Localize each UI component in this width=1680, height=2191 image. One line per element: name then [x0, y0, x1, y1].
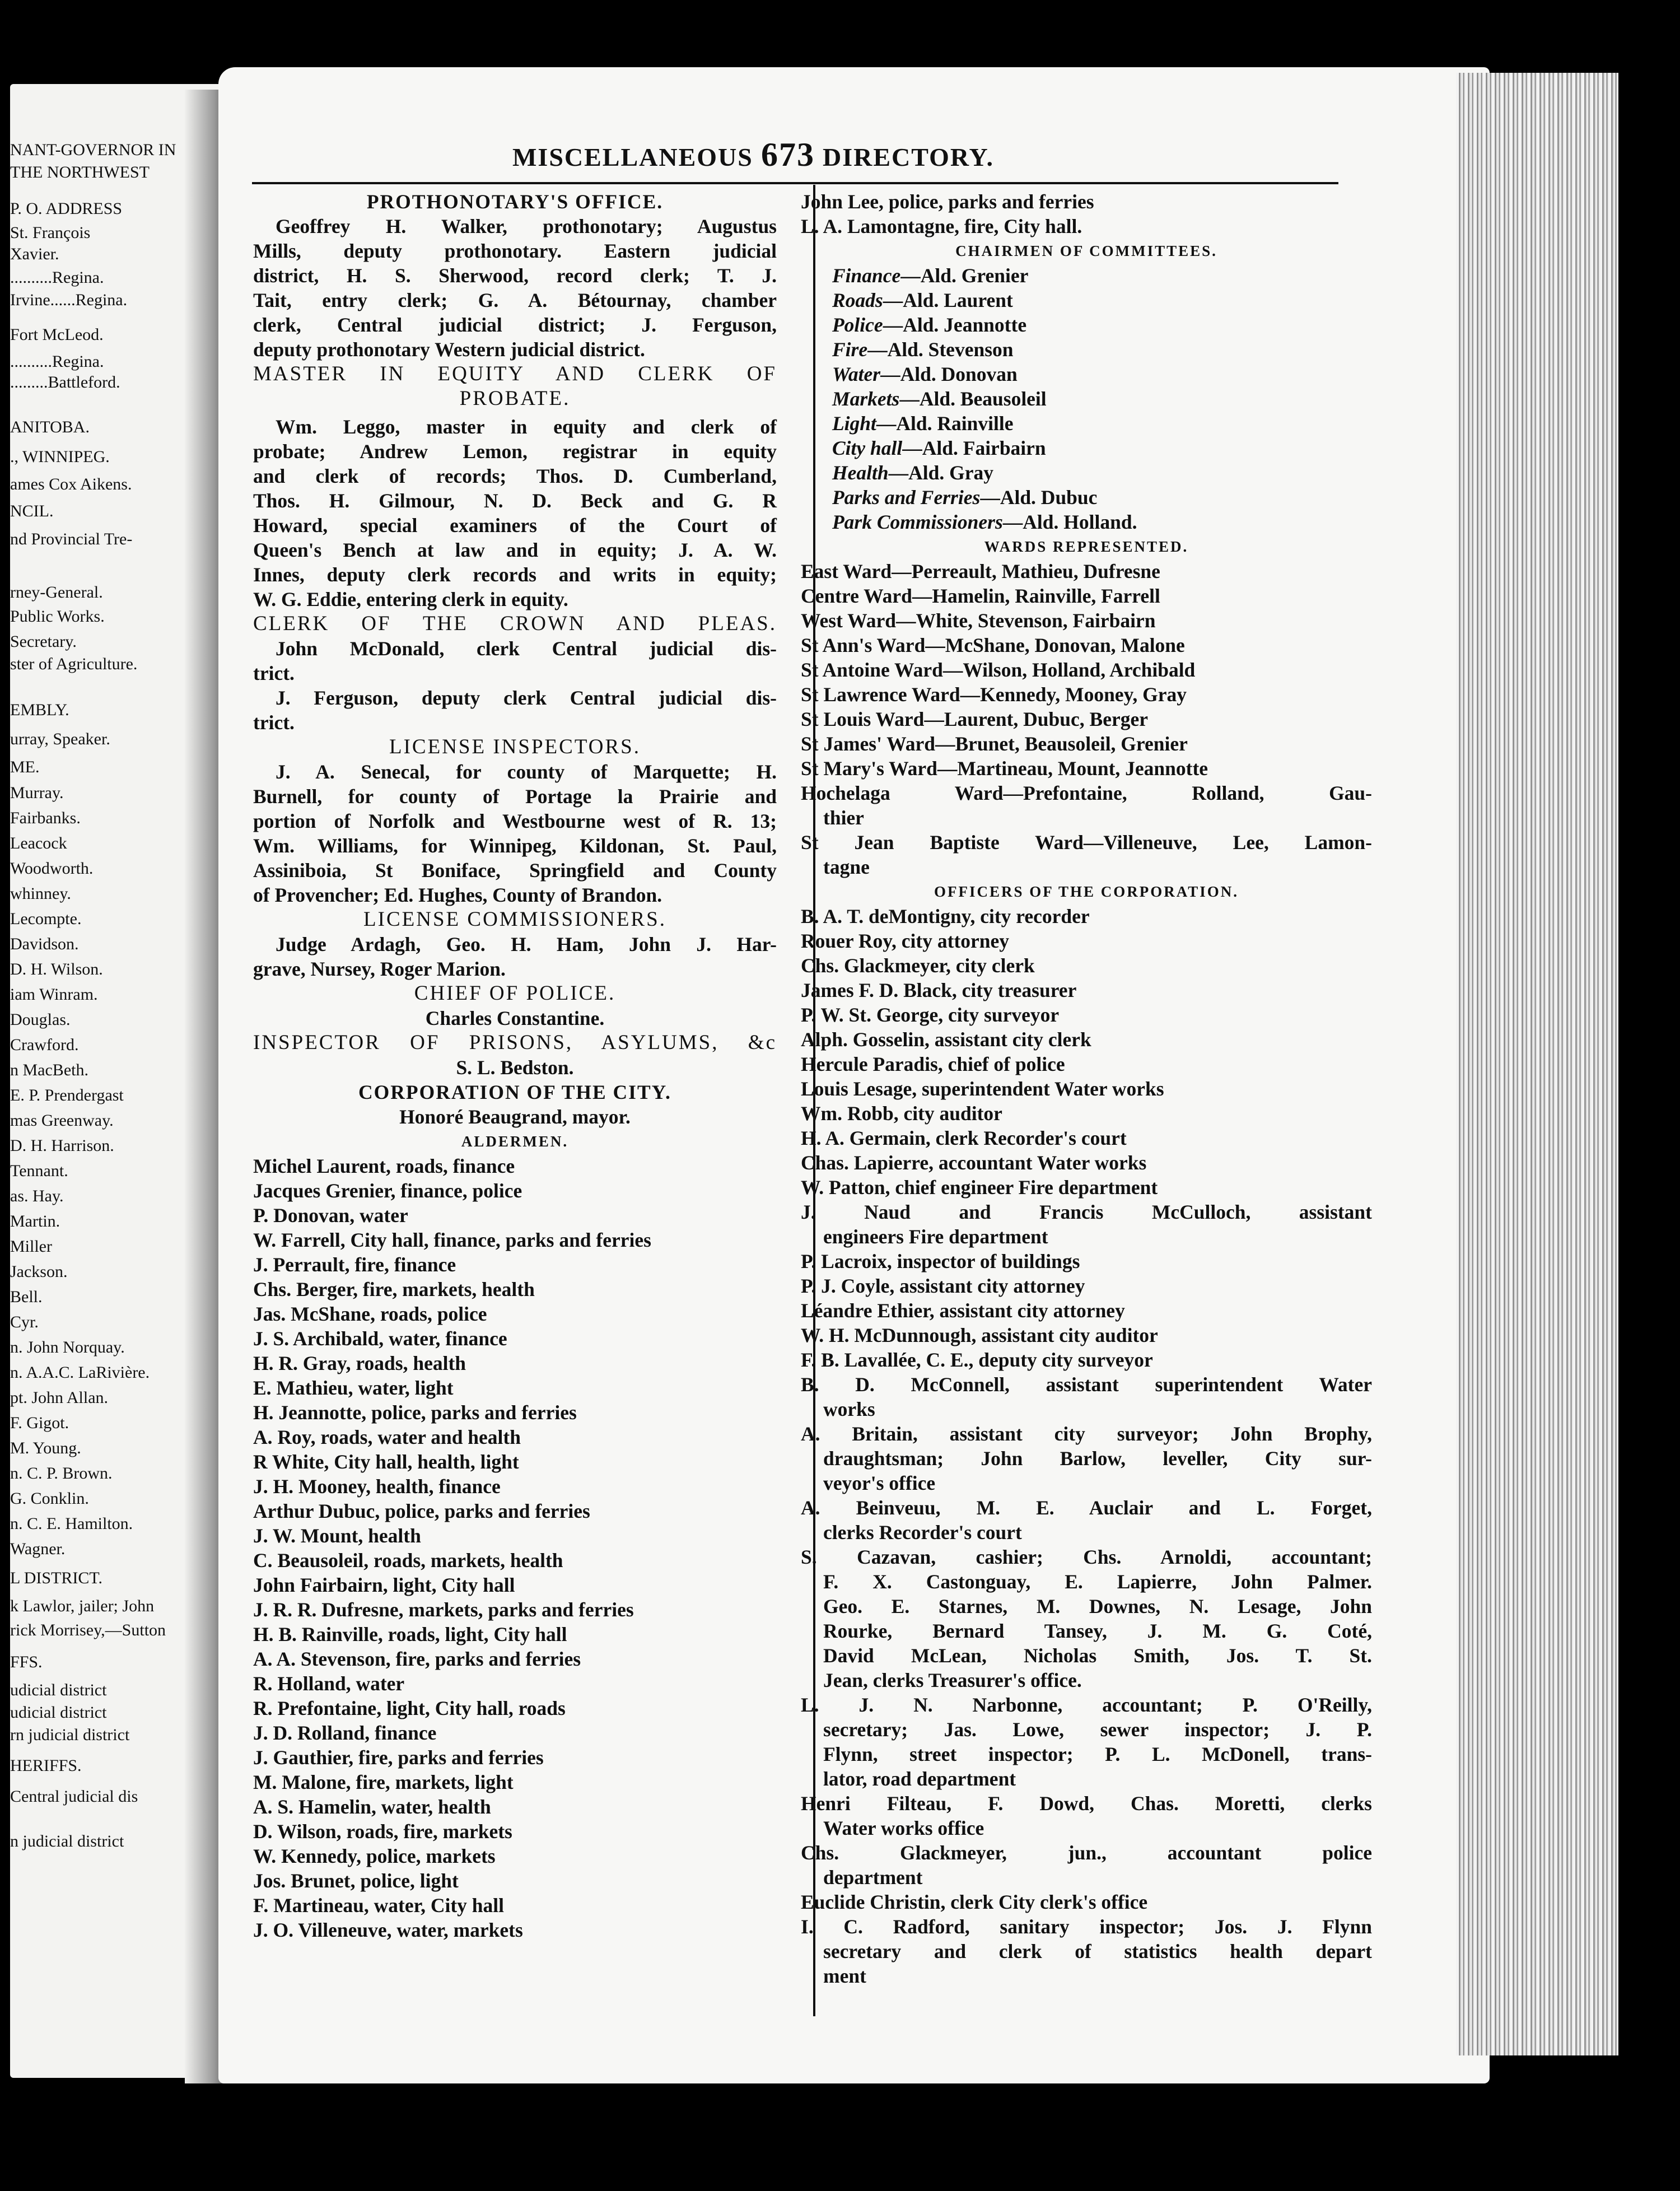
col1-line: H. Jeannotte, police, parks and ferries: [253, 1401, 577, 1424]
col2-line: L. A. Lamontagne, fire, City hall.: [801, 215, 1082, 237]
col2-line: draughtsman; John Barlow, leveller, City sur-: [823, 1447, 1372, 1470]
col1-line: INSPECTOR OF PRISONS, ASYLUMS, &c: [253, 1031, 777, 1054]
col1-line: Charles Constantine.: [425, 1007, 605, 1029]
facing-page-line: ster of Agriculture.: [10, 655, 138, 673]
col1-line: R. Prefontaine, light, City hall, roads: [253, 1697, 566, 1719]
facing-page-line: n judicial district: [10, 1832, 124, 1850]
col1-line: Tait, entry clerk; G. A. Bétournay, chamber: [253, 289, 777, 311]
col1-line: H. B. Rainville, roads, light, City hall: [253, 1623, 567, 1645]
col2-line: Henri Filteau, F. Dowd, Chas. Moretti, clerks: [801, 1792, 1372, 1815]
facing-page-line: ames Cox Aikens.: [10, 475, 132, 493]
col1-line: F. Martineau, water, City hall: [253, 1894, 504, 1917]
col1-line: and clerk of records; Thos. D. Cumberland,: [253, 465, 777, 487]
col1-line: district, H. S. Sherwood, record clerk; T. J.: [253, 264, 777, 287]
col1-line: CORPORATION OF THE CITY.: [358, 1081, 671, 1103]
col2-line: Chas. Lapierre, accountant Water works: [801, 1152, 1147, 1174]
col1-line: Wm. Williams, for Winnipeg, Kildonan, St. Paul,: [253, 835, 777, 857]
facing-page-line: Central judicial dis: [10, 1787, 138, 1806]
col1-line: D. Wilson, roads, fire, markets: [253, 1820, 512, 1843]
facing-page-line: NANT-GOVERNOR IN: [10, 141, 176, 159]
facing-page-line: Cyr.: [10, 1313, 39, 1331]
facing-page-line: n. John Norquay.: [10, 1338, 125, 1356]
facing-page-line: n. A.A.C. LaRivière.: [10, 1363, 150, 1382]
col1-line: J. A. Senecal, for county of Marquette; H.: [276, 761, 777, 783]
col1-line: Queen's Bench at law and in equity; J. A. W.: [253, 539, 777, 561]
col1-line: clerk, Central judicial district; J. Ferguson,: [253, 314, 777, 336]
col1-line: Jacques Grenier, finance, police: [253, 1180, 522, 1202]
col1-line: Howard, special examiners of the Court of: [253, 514, 777, 537]
col2-line: secretary; Jas. Lowe, sewer inspector; J. P.: [823, 1718, 1372, 1741]
col1-line: probate; Andrew Lemon, registrar in equity: [253, 440, 777, 463]
col1-line: Arthur Dubuc, police, parks and ferries: [253, 1500, 590, 1522]
facing-page-line: Douglas.: [10, 1010, 71, 1029]
facing-page-line: nd Provincial Tre-: [10, 530, 133, 548]
col1-line: trict.: [253, 662, 295, 684]
col1-line: J. W. Mount, health: [253, 1525, 421, 1547]
facing-page-line: M. Young.: [10, 1439, 81, 1457]
committee-name: Police: [832, 314, 883, 336]
col2-line: Wm. Robb, city auditor: [801, 1102, 1002, 1125]
col1-line: LICENSE COMMISSIONERS.: [363, 908, 666, 931]
facing-page-line: rney-General.: [10, 583, 103, 602]
header-rule: [252, 182, 1338, 184]
col1-line: Honoré Beaugrand, mayor.: [399, 1106, 631, 1128]
col2-line: lator, road department: [823, 1768, 1016, 1790]
facing-page-line: St. François: [10, 223, 91, 242]
col2-line: Chs. Glackmeyer, city clerk: [801, 954, 1035, 977]
facing-page-line: rn judicial district: [10, 1726, 130, 1744]
col1-line: A. Roy, roads, water and health: [253, 1426, 521, 1448]
col1-line: H. R. Gray, roads, health: [253, 1352, 466, 1374]
page-number: 673: [760, 136, 815, 173]
facing-page-line: ., WINNIPEG.: [10, 447, 110, 466]
col2-line: J. Naud and Francis McCulloch, assistant: [801, 1201, 1372, 1223]
page-edges: [1456, 73, 1618, 2055]
col2-line: West Ward—White, Stevenson, Fairbairn: [801, 609, 1156, 632]
col2-line: St Lawrence Ward—Kennedy, Mooney, Gray: [801, 683, 1187, 706]
col1-line: LICENSE INSPECTORS.: [389, 735, 641, 758]
col2-line: OFFICERS OF THE CORPORATION.: [934, 883, 1239, 900]
committee-name: Fire: [832, 338, 868, 361]
col1-line: CHIEF OF POLICE.: [414, 982, 616, 1005]
column-right: [801, 189, 1372, 1988]
col1-line: John McDonald, clerk Central judicial dis-: [276, 637, 777, 660]
facing-page-line: Leacock: [10, 834, 67, 852]
facing-page-line: pt. John Allan.: [10, 1388, 109, 1407]
facing-page-line: NCIL.: [10, 502, 54, 520]
running-head: [512, 136, 994, 174]
committee-name: Markets: [832, 388, 900, 410]
col2-line: Markets—Ald. Beausoleil: [832, 388, 1047, 410]
col1-line: Chs. Berger, fire, markets, health: [253, 1278, 535, 1300]
facing-page-line: F. Gigot.: [10, 1414, 69, 1432]
facing-page-line: urray, Speaker.: [10, 730, 110, 748]
facing-page-line: rick Morrisey,—Sutton: [10, 1621, 166, 1639]
col2-line: F. X. Castonguay, E. Lapierre, John Palmer.: [823, 1570, 1372, 1593]
facing-page-line: D. H. Harrison.: [10, 1136, 114, 1155]
col1-line: J. O. Villeneuve, water, markets: [253, 1919, 523, 1941]
col2-line: East Ward—Perreault, Mathieu, Dufresne: [801, 560, 1160, 582]
facing-page-line: Fairbanks.: [10, 809, 81, 827]
col2-line: WARDS REPRESENTED.: [984, 538, 1189, 555]
col2-line: Hochelaga Ward—Prefontaine, Rolland, Gau-: [801, 782, 1372, 804]
col2-line: B. D. McConnell, assistant superintendent Water: [801, 1373, 1372, 1396]
facing-page-line: Miller: [10, 1237, 52, 1256]
facing-page-line: EMBLY.: [10, 701, 69, 719]
facing-page-line: Fort McLeod.: [10, 325, 104, 344]
facing-page-line: mas Greenway.: [10, 1111, 114, 1130]
facing-page-line: P. O. ADDRESS: [10, 199, 123, 218]
col2-line: Water works office: [823, 1817, 984, 1839]
col2-line: Flynn, street inspector; P. L. McDonell, trans-: [823, 1743, 1372, 1765]
col2-line: Roads—Ald. Laurent: [832, 289, 1013, 311]
facing-page-line: n MacBeth.: [10, 1061, 88, 1079]
col2-line: L. J. N. Narbonne, accountant; P. O'Reilly,: [801, 1694, 1372, 1716]
col2-line: Chs. Glackmeyer, jun., accountant police: [801, 1842, 1372, 1864]
col2-line: St Ann's Ward—McShane, Donovan, Malone: [801, 634, 1185, 656]
col1-line: J. Perrault, fire, finance: [253, 1253, 456, 1276]
col2-line: I. C. Radford, sanitary inspector; Jos. J. Flynn: [801, 1915, 1372, 1938]
col1-line: PROTHONOTARY'S OFFICE.: [366, 190, 664, 213]
facing-page-line: D. H. Wilson.: [10, 960, 103, 978]
facing-page-line: Wagner.: [10, 1540, 66, 1558]
col2-line: Parks and Ferries—Ald. Dubuc: [832, 486, 1098, 509]
col2-line: Léandre Ethier, assistant city attorney: [801, 1299, 1125, 1322]
col1-line: of Provencher; Ed. Hughes, County of Brandon.: [253, 884, 662, 906]
col2-line: department: [823, 1866, 923, 1889]
col2-line: A. Beinveuu, M. E. Auclair and L. Forget,: [801, 1497, 1372, 1519]
col2-line: W. H. McDunnough, assistant city auditor: [801, 1324, 1158, 1346]
col1-line: Jos. Brunet, police, light: [253, 1870, 459, 1892]
facing-page-line: Tennant.: [10, 1162, 68, 1180]
col2-line: City hall—Ald. Fairbairn: [832, 437, 1046, 459]
col2-line: Water—Ald. Donovan: [832, 363, 1018, 385]
col1-line: ALDERMEN.: [461, 1133, 569, 1150]
col1-line: PROBATE.: [459, 387, 571, 410]
col1-line: J. H. Mooney, health, finance: [253, 1475, 501, 1498]
facing-page-line: ME.: [10, 758, 40, 776]
col2-line: Light—Ald. Rainville: [832, 412, 1014, 435]
col2-line: ment: [823, 1965, 866, 1987]
col1-line: Geoffrey H. Walker, prothonotary; Augustus: [276, 215, 777, 237]
col1-line: portion of Norfolk and Westbourne west of R. 13;: [253, 810, 777, 832]
facing-page-line: Irvine......Regina.: [10, 291, 128, 309]
running-head-right: DIRECTORY.: [823, 143, 994, 171]
col1-line: R. Holland, water: [253, 1672, 405, 1695]
committee-name: Health: [832, 461, 889, 484]
col1-line: deputy prothonotary Western judicial district.: [253, 338, 645, 361]
facing-page-line: .........Battleford.: [10, 373, 120, 391]
col2-line: S. Cazavan, cashier; Chs. Arnoldi, accountant;: [801, 1546, 1372, 1568]
col2-line: St Louis Ward—Laurent, Dubuc, Berger: [801, 708, 1149, 730]
col1-line: J. Gauthier, fire, parks and ferries: [253, 1746, 544, 1769]
facing-page-line: k Lawlor, jailer; John: [10, 1597, 155, 1615]
col1-line: Wm. Leggo, master in equity and clerk of: [276, 416, 777, 438]
col2-line: thier: [823, 807, 864, 829]
col1-line: J. Ferguson, deputy clerk Central judicial dis-: [276, 687, 777, 709]
col2-line: Centre Ward—Hamelin, Rainville, Farrell: [801, 585, 1160, 607]
col2-line: Jean, clerks Treasurer's office.: [823, 1669, 1082, 1691]
facing-page-line: n. C. E. Hamilton.: [10, 1514, 133, 1533]
col1-line: R White, City hall, health, light: [253, 1451, 519, 1473]
col1-line: J. D. Rolland, finance: [253, 1722, 437, 1744]
col2-line: P. J. Coyle, assistant city attorney: [801, 1275, 1085, 1297]
col1-line: Thos. H. Gilmour, N. D. Beck and G. R: [253, 490, 777, 512]
facing-page-line: Woodworth.: [10, 859, 94, 878]
col2-line: Alph. Gosselin, assistant city clerk: [801, 1028, 1091, 1051]
col1-line: Innes, deputy clerk records and writs in equity;: [253, 563, 777, 586]
col1-line: S. L. Bedston.: [456, 1056, 574, 1079]
committee-name: Water: [832, 363, 881, 385]
col2-line: A. Britain, assistant city surveyor; John Brophy,: [801, 1423, 1372, 1445]
col2-line: Fire—Ald. Stevenson: [832, 338, 1014, 361]
col2-line: engineers Fire department: [823, 1225, 1048, 1248]
col2-line: B. A. T. deMontigny, city recorder: [801, 905, 1090, 927]
col2-line: Louis Lesage, superintendent Water works: [801, 1078, 1164, 1100]
col2-line: James F. D. Black, city treasurer: [801, 979, 1077, 1001]
col2-line: David McLean, Nicholas Smith, Jos. T. St.: [823, 1644, 1372, 1667]
col2-line: Euclide Christin, clerk City clerk's office: [801, 1891, 1148, 1913]
facing-page-line: HERIFFS.: [10, 1756, 82, 1775]
facing-page-line: Bell.: [10, 1288, 43, 1306]
facing-page-line: ..........Regina.: [10, 268, 104, 287]
facing-page-line: E. P. Prendergast: [10, 1086, 124, 1104]
col1-line: John Fairbairn, light, City hall: [253, 1574, 515, 1596]
facing-page-line: Davidson.: [10, 935, 79, 953]
col1-line: Michel Laurent, roads, finance: [253, 1155, 515, 1177]
col1-line: W. Kennedy, police, markets: [253, 1845, 496, 1867]
col1-line: P. Donovan, water: [253, 1204, 408, 1227]
col1-line: grave, Nursey, Roger Marion.: [253, 958, 506, 980]
col1-line: W. Farrell, City hall, finance, parks and ferries: [253, 1229, 651, 1251]
facing-page-line: Secretary.: [10, 632, 77, 651]
col2-line: H. A. Germain, clerk Recorder's court: [801, 1127, 1127, 1149]
col2-line: Hercule Paradis, chief of police: [801, 1053, 1065, 1075]
col1-line: C. Beausoleil, roads, markets, health: [253, 1549, 563, 1572]
col2-line: Finance—Ald. Grenier: [832, 264, 1029, 287]
facing-page-line: udicial district: [10, 1703, 107, 1722]
col2-line: P. W. St. George, city surveyor: [801, 1004, 1060, 1026]
col2-line: Rouer Roy, city attorney: [801, 930, 1010, 952]
facing-page-line: Jackson.: [10, 1262, 68, 1281]
facing-page-line: Crawford.: [10, 1036, 79, 1054]
col1-line: Mills, deputy prothonotary. Eastern judicial: [253, 240, 777, 262]
facing-page-line: Martin.: [10, 1212, 60, 1230]
col2-line: works: [823, 1398, 875, 1420]
running-head-left: MISCELLANEOUS: [512, 143, 753, 171]
facing-page-line: Xavier.: [10, 245, 59, 263]
col2-line: St Antoine Ward—Wilson, Holland, Archibald: [801, 659, 1196, 681]
col1-line: M. Malone, fire, markets, light: [253, 1771, 514, 1793]
facing-page-line: as. Hay.: [10, 1187, 64, 1205]
facing-page-line: L DISTRICT.: [10, 1569, 102, 1587]
col2-line: St James' Ward—Brunet, Beausoleil, Grenier: [801, 733, 1188, 755]
col2-line: F. B. Lavallée, C. E., deputy city surveyor: [801, 1349, 1153, 1371]
col1-line: A. A. Stevenson, fire, parks and ferries: [253, 1648, 581, 1670]
committee-name: Roads: [832, 289, 883, 311]
col2-line: tagne: [823, 856, 870, 878]
col2-line: Police—Ald. Jeannotte: [832, 314, 1027, 336]
col2-line: secretary and clerk of statistics health depart: [823, 1940, 1372, 1962]
col1-line: A. S. Hamelin, water, health: [253, 1796, 491, 1818]
facing-page-line: n. C. P. Brown.: [10, 1464, 113, 1483]
col1-line: W. G. Eddie, entering clerk in equity.: [253, 588, 568, 610]
col2-line: P. Lacroix, inspector of buildings: [801, 1250, 1080, 1272]
col2-line: CHAIRMEN OF COMMITTEES.: [955, 243, 1217, 259]
committee-name: Finance: [832, 264, 901, 287]
col2-line: Health—Ald. Gray: [832, 461, 993, 484]
facing-page-line: Murray.: [10, 784, 64, 802]
col1-line: CLERK OF THE CROWN AND PLEAS.: [253, 612, 777, 635]
facing-page-line: iam Winram.: [10, 985, 98, 1004]
facing-page-line: FFS.: [10, 1653, 43, 1671]
col2-line: veyor's office: [823, 1472, 936, 1494]
facing-page-line: udicial district: [10, 1681, 107, 1699]
facing-page-line: Lecompte.: [10, 910, 82, 928]
col1-line: MASTER IN EQUITY AND CLERK OF: [253, 362, 777, 385]
facing-page-line: whinney.: [10, 884, 71, 903]
facing-page-line: G. Conklin.: [10, 1489, 89, 1508]
col1-line: E. Mathieu, water, light: [253, 1377, 454, 1399]
col1-line: trict.: [253, 711, 295, 734]
col2-line: Rourke, Bernard Tansey, J. M. G. Coté,: [823, 1620, 1372, 1642]
col2-line: St Jean Baptiste Ward—Villeneuve, Lee, Lamon-: [801, 831, 1372, 854]
col1-line: Burnell, for county of Portage la Prairie and: [253, 785, 777, 808]
col2-line: John Lee, police, parks and ferries: [801, 190, 1094, 213]
facing-page-line: THE NORTHWEST: [10, 163, 150, 181]
committee-name: Park Commissioners: [832, 511, 1003, 533]
col2-line: St Mary's Ward—Martineau, Mount, Jeannotte: [801, 757, 1208, 780]
committee-name: Parks and Ferries: [832, 486, 981, 509]
col1-line: Judge Ardagh, Geo. H. Ham, John J. Har-: [276, 933, 777, 955]
col1-line: J. S. Archibald, water, finance: [253, 1327, 507, 1350]
col1-line: J. R. R. Dufresne, markets, parks and ferries: [253, 1598, 634, 1621]
committee-name: City hall: [832, 437, 903, 459]
column-left: [253, 189, 777, 1942]
col2-line: Park Commissioners—Ald. Holland.: [832, 511, 1137, 533]
committee-name: Light: [832, 412, 876, 435]
facing-page-line: ANITOBA.: [10, 418, 90, 436]
col2-line: W. Patton, chief engineer Fire department: [801, 1176, 1158, 1199]
col1-line: Jas. McShane, roads, police: [253, 1303, 487, 1325]
col2-line: Geo. E. Starnes, M. Downes, N. Lesage, John: [823, 1595, 1372, 1617]
facing-page-line: Public Works.: [10, 607, 105, 626]
facing-page-line: ..........Regina.: [10, 352, 104, 371]
col2-line: clerks Recorder's court: [823, 1521, 1022, 1544]
col1-line: Assiniboia, St Boniface, Springfield and County: [253, 859, 777, 882]
